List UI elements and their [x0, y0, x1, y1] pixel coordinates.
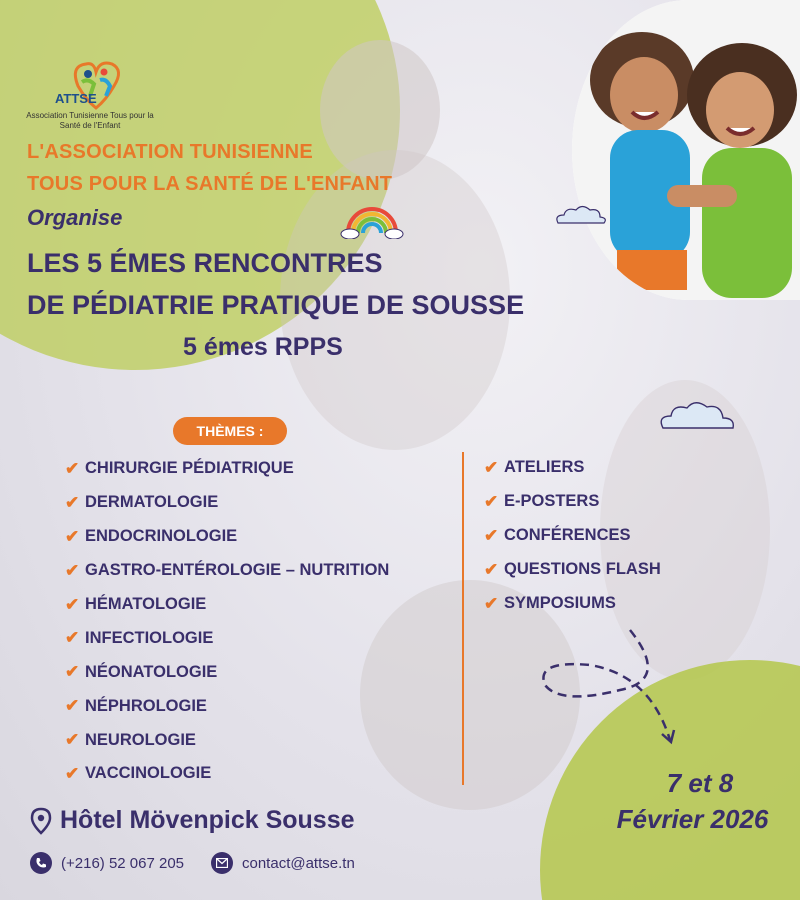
list-item-label: INFECTIOLOGIE — [85, 628, 214, 647]
formats-list-right — [484, 451, 661, 620]
list-item-label: CHIRURGIE PÉDIATRIQUE — [85, 459, 294, 478]
organizer-line-1: L'ASSOCIATION TUNISIENNE — [27, 141, 313, 163]
email-address: contact@attse.tn — [242, 854, 355, 872]
venue-name: Hôtel Mövenpick Sousse — [60, 806, 355, 834]
cloud-icon — [552, 203, 610, 227]
list-item — [65, 520, 389, 554]
check-icon: ✔ — [65, 628, 80, 648]
check-icon: ✔ — [65, 696, 80, 716]
mail-icon — [211, 852, 233, 874]
list-item — [65, 689, 389, 723]
list-item — [484, 587, 661, 621]
phone-contact[interactable] — [30, 852, 184, 874]
list-item — [65, 452, 389, 486]
logo-name: ATTSE — [55, 91, 97, 106]
check-icon: ✔ — [484, 525, 499, 545]
event-title-line-2: DE PÉDIATRIE PRATIQUE DE SOUSSE — [27, 290, 525, 320]
event-month-year: Février 2026 — [616, 804, 769, 834]
list-item — [484, 485, 661, 519]
check-icon: ✔ — [65, 458, 80, 478]
check-icon: ✔ — [65, 526, 80, 546]
list-item-label: NÉPHROLOGIE — [85, 696, 207, 715]
list-item-label: DERMATOLOGIE — [85, 493, 219, 512]
list-item — [65, 621, 389, 655]
list-item — [484, 519, 661, 553]
list-item-label: QUESTIONS FLASH — [504, 560, 661, 579]
email-contact[interactable] — [211, 852, 355, 874]
organise-label: Organise — [27, 205, 123, 230]
list-item — [65, 554, 389, 588]
map-pin-icon — [30, 807, 52, 835]
phone-number: (+216) 52 067 205 — [61, 854, 185, 872]
check-icon: ✔ — [484, 491, 499, 511]
list-item-label: VACCINOLOGIE — [85, 764, 212, 783]
children-photo — [572, 0, 800, 300]
list-item — [65, 486, 389, 520]
event-title-line-1: LES 5 ÉMES RENCONTRES — [27, 248, 383, 278]
list-item — [484, 451, 661, 485]
check-icon: ✔ — [65, 730, 80, 750]
venue — [30, 806, 355, 835]
check-icon: ✔ — [484, 593, 499, 613]
check-icon: ✔ — [65, 560, 80, 580]
event-days: 7 et 8 — [666, 768, 734, 798]
cloud-icon — [655, 398, 741, 434]
list-item — [65, 588, 389, 622]
list-item-label: E-POSTERS — [504, 492, 600, 511]
themes-badge: THÈMES : — [173, 417, 287, 445]
list-item-label: HÉMATOLOGIE — [85, 595, 207, 613]
column-divider — [462, 452, 464, 785]
dashed-arrow-icon — [530, 620, 690, 750]
check-icon: ✔ — [484, 457, 499, 477]
themes-list-left — [65, 452, 389, 791]
logo-subtitle: Association Tunisienne Tous pour la Santé de l'Enfant — [26, 111, 154, 130]
check-icon: ✔ — [65, 662, 80, 682]
organizer-line-2: TOUS POUR LA SANTÉ DE L'ENFANT — [27, 173, 393, 195]
list-item-label: NÉONATOLOGIE — [85, 662, 218, 681]
list-item — [65, 757, 389, 791]
list-item-label: GASTRO-ENTÉROLOGIE – NUTRITION — [85, 561, 390, 580]
list-item-label: CONFÉRENCES — [504, 526, 631, 545]
event-acronym: 5 émes RPPS — [183, 333, 343, 361]
rainbow-icon — [340, 203, 404, 239]
list-item-label: SYMPOSIUMS — [504, 594, 616, 612]
check-icon: ✔ — [65, 594, 80, 614]
check-icon: ✔ — [484, 559, 499, 579]
list-item-label: ENDOCRINOLOGIE — [85, 527, 238, 546]
list-item-label: NEUROLOGIE — [85, 730, 196, 749]
list-item — [65, 655, 389, 689]
check-icon: ✔ — [65, 763, 80, 783]
list-item-label: ATELIERS — [504, 458, 585, 477]
list-item — [65, 723, 389, 757]
list-item — [484, 553, 661, 587]
phone-icon — [30, 852, 52, 874]
check-icon: ✔ — [65, 492, 80, 512]
